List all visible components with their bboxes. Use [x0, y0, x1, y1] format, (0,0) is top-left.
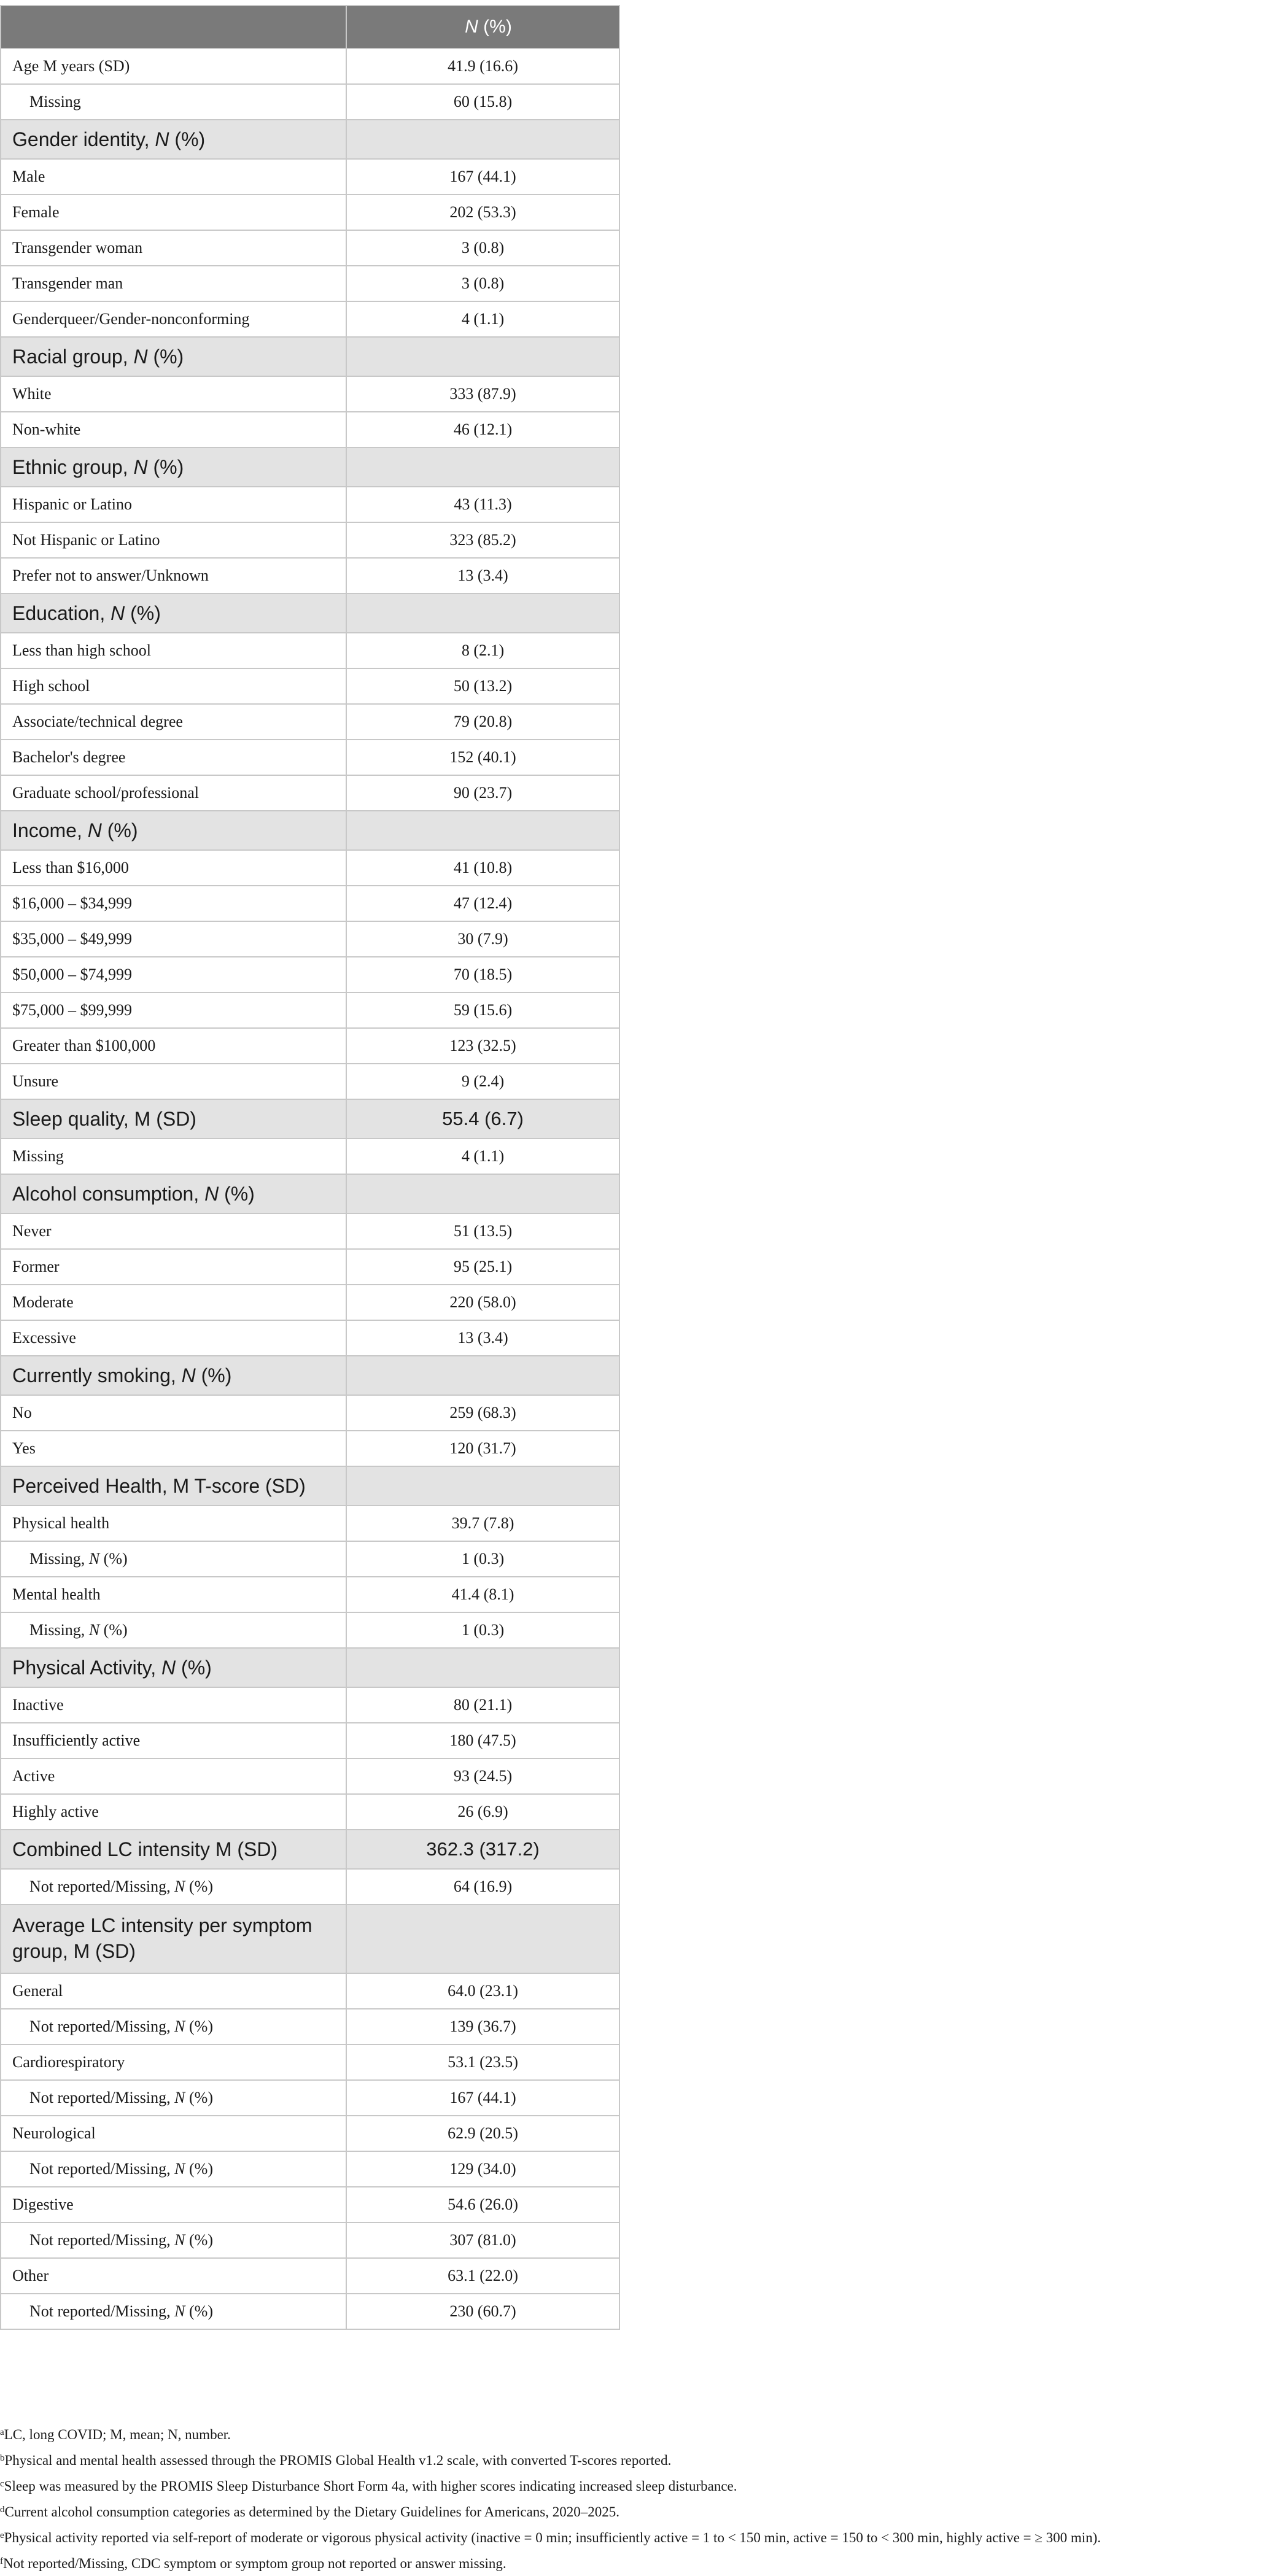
table-row: [1, 266, 619, 301]
table-row: [1, 1028, 619, 1064]
section-value: [346, 1466, 619, 1506]
table-row: [1, 1320, 619, 1356]
table-row: [1, 668, 619, 704]
row-label: Moderate: [1, 1285, 346, 1320]
section-value: [346, 594, 619, 633]
table-row: [1, 1213, 619, 1249]
row-value: 1 (0.3): [346, 1541, 619, 1577]
table-row: [1, 1869, 619, 1905]
row-value: 123 (32.5): [346, 1028, 619, 1064]
row-label: Neurological: [1, 2116, 346, 2151]
table-row: [1, 1395, 619, 1431]
section-value: [346, 337, 619, 376]
header-row: [1, 6, 619, 48]
row-label: Excessive: [1, 1320, 346, 1356]
footnote-text: Physical and mental health assessed through the PROMIS Global Health v1.2 scale, with converted T-scores reported.: [4, 2453, 672, 2468]
row-label: Physical health: [1, 1506, 346, 1541]
table-row: [1, 412, 619, 447]
row-value: 4 (1.1): [346, 301, 619, 337]
row-value: 70 (18.5): [346, 957, 619, 992]
table-row: [1, 230, 619, 266]
row-value: 152 (40.1): [346, 740, 619, 775]
table-row: [1, 2116, 619, 2151]
row-label: Not Hispanic or Latino: [1, 522, 346, 558]
table-row: [1, 1249, 619, 1285]
section-value: 55.4 (6.7): [346, 1099, 619, 1139]
footnote-text: Current alcohol consumption categories as determined by the Dietary Guidelines for Americans, 2020–2025.: [4, 2504, 620, 2520]
row-value: 202 (53.3): [346, 195, 619, 230]
section-header-row: [1, 1466, 619, 1506]
table-row: [1, 48, 619, 84]
table-row: [1, 558, 619, 594]
row-label: Prefer not to answer/Unknown: [1, 558, 346, 594]
row-value: 53.1 (23.5): [346, 2044, 619, 2080]
table-row: [1, 1612, 619, 1648]
table-row: [1, 1139, 619, 1174]
row-value: 47 (12.4): [346, 886, 619, 921]
table-body: [1, 48, 619, 2329]
row-label: Female: [1, 195, 346, 230]
row-label: Missing: [1, 84, 346, 120]
section-header-row: [1, 1648, 619, 1687]
row-label: Missing: [1, 1139, 346, 1174]
row-label: Former: [1, 1249, 346, 1285]
footnote: [0, 2472, 1269, 2498]
section-value: [346, 1174, 619, 1213]
row-label: Not reported/Missing, N (%): [1, 2080, 346, 2116]
row-value: 46 (12.1): [346, 412, 619, 447]
section-value: [346, 1905, 619, 1973]
footnote: [0, 2498, 1269, 2524]
row-label: Yes: [1, 1431, 346, 1466]
section-header-row: [1, 120, 619, 159]
footnote-mark: d: [0, 2505, 5, 2515]
row-value: 90 (23.7): [346, 775, 619, 811]
row-value: 8 (2.1): [346, 633, 619, 668]
table-row: [1, 1794, 619, 1830]
row-value: 220 (58.0): [346, 1285, 619, 1320]
row-label: Transgender woman: [1, 230, 346, 266]
row-value: 54.6 (26.0): [346, 2187, 619, 2222]
section-header-row: [1, 1174, 619, 1213]
row-label: General: [1, 1973, 346, 2009]
table-row: [1, 84, 619, 120]
table-row: [1, 992, 619, 1028]
row-value: 26 (6.9): [346, 1794, 619, 1830]
table-row: [1, 1973, 619, 2009]
row-label: $35,000 – $49,999: [1, 921, 346, 957]
section-label: Alcohol consumption, N (%): [1, 1174, 346, 1213]
section-header-row: [1, 337, 619, 376]
section-header-row: [1, 447, 619, 487]
table-row: [1, 886, 619, 921]
section-header-row: [1, 1099, 619, 1139]
row-value: 4 (1.1): [346, 1139, 619, 1174]
header-label-cell: [1, 6, 346, 48]
row-label: Inactive: [1, 1687, 346, 1723]
table-row: [1, 522, 619, 558]
footnote: [0, 2524, 1269, 2550]
table-row: [1, 850, 619, 886]
table-row: [1, 195, 619, 230]
row-value: 230 (60.7): [346, 2294, 619, 2329]
table-row: [1, 2258, 619, 2294]
row-value: 63.1 (22.0): [346, 2258, 619, 2294]
section-header-row: [1, 1356, 619, 1395]
row-label: Not reported/Missing, N (%): [1, 1869, 346, 1905]
section-label: Currently smoking, N (%): [1, 1356, 346, 1395]
row-label: Associate/technical degree: [1, 704, 346, 740]
section-label: Physical Activity, N (%): [1, 1648, 346, 1687]
row-value: 41.9 (16.6): [346, 48, 619, 84]
row-value: 60 (15.8): [346, 84, 619, 120]
section-header-row: [1, 1830, 619, 1869]
row-value: 13 (3.4): [346, 558, 619, 594]
footnote-mark: f: [0, 2556, 3, 2566]
table-row: [1, 1541, 619, 1577]
row-value: 51 (13.5): [346, 1213, 619, 1249]
row-label: Unsure: [1, 1064, 346, 1099]
row-label: Graduate school/professional: [1, 775, 346, 811]
row-label: Insufficiently active: [1, 1723, 346, 1758]
row-value: 95 (25.1): [346, 1249, 619, 1285]
section-value: [346, 447, 619, 487]
row-label: Cardiorespiratory: [1, 2044, 346, 2080]
row-value: 9 (2.4): [346, 1064, 619, 1099]
footnote: [0, 2446, 1269, 2472]
table-container: [0, 5, 620, 2330]
row-value: 167 (44.1): [346, 159, 619, 195]
table-row: [1, 957, 619, 992]
row-value: 64.0 (23.1): [346, 1973, 619, 2009]
row-value: 64 (16.9): [346, 1869, 619, 1905]
table-row: [1, 487, 619, 522]
row-value: 3 (0.8): [346, 266, 619, 301]
section-label: Sleep quality, M (SD): [1, 1099, 346, 1139]
row-value: 50 (13.2): [346, 668, 619, 704]
row-value: 13 (3.4): [346, 1320, 619, 1356]
table-row: [1, 1687, 619, 1723]
row-label: Less than $16,000: [1, 850, 346, 886]
row-label: $16,000 – $34,999: [1, 886, 346, 921]
table-row: [1, 704, 619, 740]
row-label: Greater than $100,000: [1, 1028, 346, 1064]
section-header-row: [1, 594, 619, 633]
row-label: Never: [1, 1213, 346, 1249]
row-label: Not reported/Missing, N (%): [1, 2294, 346, 2329]
row-value: 80 (21.1): [346, 1687, 619, 1723]
section-label: Perceived Health, M T-score (SD): [1, 1466, 346, 1506]
section-value: 362.3 (317.2): [346, 1830, 619, 1869]
header-value-cell: N (%): [346, 6, 619, 48]
row-value: 120 (31.7): [346, 1431, 619, 1466]
row-value: 139 (36.7): [346, 2009, 619, 2044]
footnote-text: Physical activity reported via self-report of moderate or vigorous physical activity (inactive = 0 min; insufficiently active = 1 to < 150 min, active = 150 to < 300 min, highly active = ≥ 300 min).: [4, 2530, 1101, 2545]
table-row: [1, 1723, 619, 1758]
footnote-text: Sleep was measured by the PROMIS Sleep Disturbance Short Form 4a, with higher scores indicating increased sleep disturbance.: [4, 2478, 737, 2494]
row-label: Less than high school: [1, 633, 346, 668]
row-label: Missing, N (%): [1, 1612, 346, 1648]
table-row: [1, 1758, 619, 1794]
row-value: 79 (20.8): [346, 704, 619, 740]
table-row: [1, 2294, 619, 2329]
footnote-text: LC, long COVID; M, mean; N, number.: [4, 2427, 231, 2442]
row-label: Not reported/Missing, N (%): [1, 2009, 346, 2044]
row-value: 333 (87.9): [346, 376, 619, 412]
row-label: $75,000 – $99,999: [1, 992, 346, 1028]
table-row: [1, 2080, 619, 2116]
section-label: Average LC intensity per symptom group, M (SD): [1, 1905, 346, 1973]
row-value: 41.4 (8.1): [346, 1577, 619, 1612]
row-label: Not reported/Missing, N (%): [1, 2222, 346, 2258]
section-label: Income, N (%): [1, 811, 346, 850]
table-row: [1, 2044, 619, 2080]
row-label: Active: [1, 1758, 346, 1794]
row-value: 93 (24.5): [346, 1758, 619, 1794]
footnote-text: Not reported/Missing, CDC symptom or symptom group not reported or answer missing.: [3, 2556, 506, 2571]
row-label: White: [1, 376, 346, 412]
table-row: [1, 921, 619, 957]
table-row: [1, 775, 619, 811]
row-value: 62.9 (20.5): [346, 2116, 619, 2151]
footnote-mark: e: [0, 2531, 4, 2540]
table-row: [1, 633, 619, 668]
row-label: Missing, N (%): [1, 1541, 346, 1577]
row-label: Other: [1, 2258, 346, 2294]
row-value: 43 (11.3): [346, 487, 619, 522]
footnote-mark: c: [0, 2479, 4, 2489]
row-value: 3 (0.8): [346, 230, 619, 266]
table-row: [1, 159, 619, 195]
section-value: [346, 120, 619, 159]
section-value: [346, 811, 619, 850]
footnote: [0, 2421, 1269, 2446]
row-value: 180 (47.5): [346, 1723, 619, 1758]
row-label: Not reported/Missing, N (%): [1, 2151, 346, 2187]
table-row: [1, 1285, 619, 1320]
row-value: 59 (15.6): [346, 992, 619, 1028]
table-row: [1, 2009, 619, 2044]
row-label: Transgender man: [1, 266, 346, 301]
section-value: [346, 1648, 619, 1687]
table-row: [1, 2151, 619, 2187]
row-label: Non-white: [1, 412, 346, 447]
table-row: [1, 1506, 619, 1541]
table-row: [1, 1577, 619, 1612]
table-row: [1, 740, 619, 775]
table-row: [1, 376, 619, 412]
row-label: Male: [1, 159, 346, 195]
footnote-mark: a: [0, 2427, 4, 2437]
demographics-table: [0, 5, 620, 2330]
table-header: [1, 6, 619, 48]
row-value: 1 (0.3): [346, 1612, 619, 1648]
row-label: High school: [1, 668, 346, 704]
section-value: [346, 1356, 619, 1395]
footnote: [0, 2550, 1269, 2575]
row-value: 30 (7.9): [346, 921, 619, 957]
section-label: Ethnic group, N (%): [1, 447, 346, 487]
section-label: Education, N (%): [1, 594, 346, 633]
table-row: [1, 2187, 619, 2222]
row-label: Hispanic or Latino: [1, 487, 346, 522]
row-label: Bachelor's degree: [1, 740, 346, 775]
section-header-row: [1, 811, 619, 850]
section-label: Racial group, N (%): [1, 337, 346, 376]
row-label: Highly active: [1, 1794, 346, 1830]
footnote-mark: b: [0, 2453, 5, 2463]
row-value: 259 (68.3): [346, 1395, 619, 1431]
row-value: 323 (85.2): [346, 522, 619, 558]
row-value: 41 (10.8): [346, 850, 619, 886]
row-label: $50,000 – $74,999: [1, 957, 346, 992]
row-label: Digestive: [1, 2187, 346, 2222]
section-label: Combined LC intensity M (SD): [1, 1830, 346, 1869]
table-footnotes: [0, 2421, 1269, 2575]
row-label: Genderqueer/Gender-nonconforming: [1, 301, 346, 337]
table-row: [1, 2222, 619, 2258]
row-value: 307 (81.0): [346, 2222, 619, 2258]
row-value: 167 (44.1): [346, 2080, 619, 2116]
table-row: [1, 301, 619, 337]
section-label: Gender identity, N (%): [1, 120, 346, 159]
row-label: Age M years (SD): [1, 48, 346, 84]
table-row: [1, 1064, 619, 1099]
row-value: 129 (34.0): [346, 2151, 619, 2187]
section-header-row: [1, 1905, 619, 1973]
table-row: [1, 1431, 619, 1466]
row-label: Mental health: [1, 1577, 346, 1612]
row-value: 39.7 (7.8): [346, 1506, 619, 1541]
row-label: No: [1, 1395, 346, 1431]
